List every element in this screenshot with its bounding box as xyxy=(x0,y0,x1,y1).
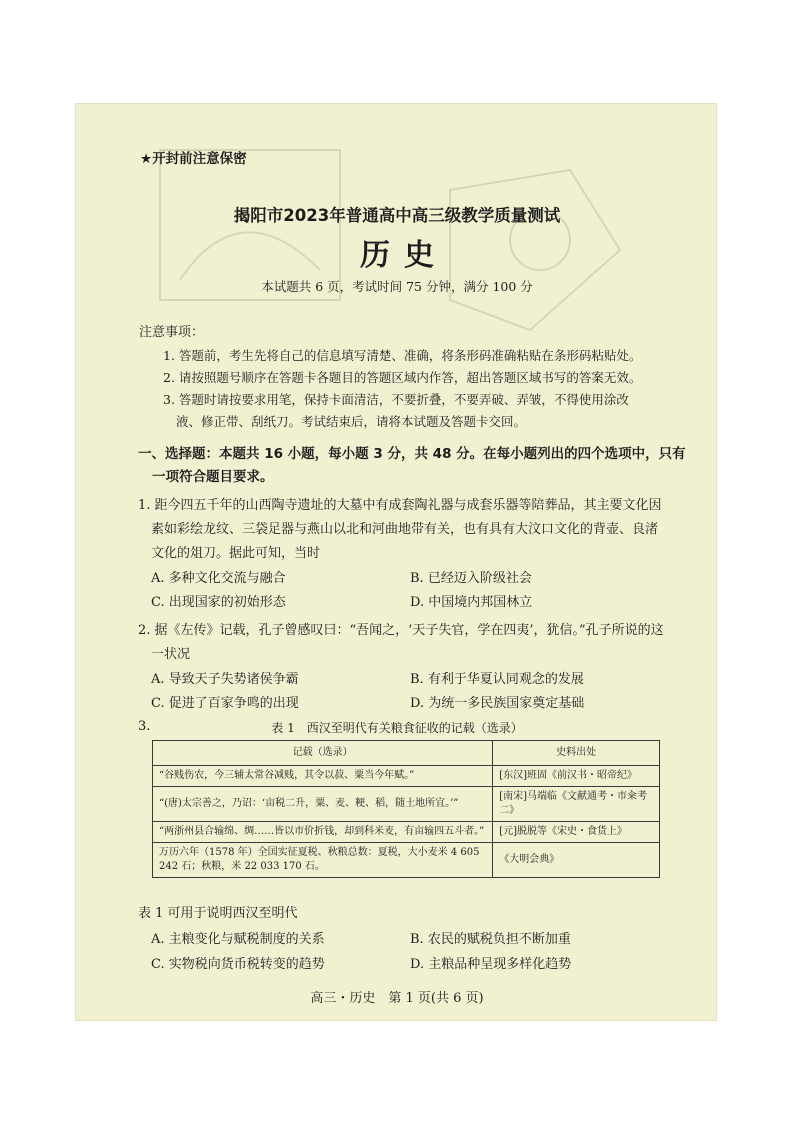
question-3-option-a: A. 主粮变化与赋税制度的关系 xyxy=(151,932,325,947)
question-1-stem: 1. 距今四五千年的山西陶寺遗址的大墓中有成套陶礼器与成套乐器等陪葬品，其主要文化因 xyxy=(138,498,662,513)
question-3-option-c: C. 实物税向货币税转变的趋势 xyxy=(151,957,325,972)
question-1-stem-3: 文化的俎刀。据此可知，当时 xyxy=(151,546,321,561)
table-row xyxy=(153,843,660,878)
table-row xyxy=(153,766,660,787)
question-3-option-b: B. 农民的赋税负担不断加重 xyxy=(410,932,571,947)
table-row xyxy=(153,787,660,822)
table-cell-source: [元]脱脱等《宋史・食货上》 xyxy=(493,822,660,843)
question-2-stem: 2. 据《左传》记载，孔子曾感叹曰：“吾闻之，‘天子失官，学在四夷’，犹信。”孔子所说的这 xyxy=(138,623,664,638)
table-header-row xyxy=(153,741,660,766)
confidential-notice: ★开封前注意保密 xyxy=(140,151,247,167)
question-1-stem-2: 素如彩绘龙纹、三袋足器与燕山以北和河曲地带有关，也有具有大汶口文化的背壶、良渚 xyxy=(151,522,659,537)
table-cell-record: “谷贱伤农，今三辅太常谷减贱，其令以菽、粟当今年赋。” xyxy=(153,766,493,787)
question-2-option-d: D. 为统一多民族国家奠定基础 xyxy=(410,696,585,711)
table-cell-source: [南宋]马端临《文献通考・市籴考二》 xyxy=(493,787,660,822)
section-heading-cont: 一项符合题目要求。 xyxy=(152,469,274,485)
table-row xyxy=(153,822,660,843)
question-3-option-d: D. 主粮品种呈现多样化趋势 xyxy=(410,957,572,972)
table-header-cell: 记载（选录） xyxy=(153,741,493,766)
question-1-option-b: B. 已经迈入阶级社会 xyxy=(410,571,532,586)
table-caption: 表 1 西汉至明代有关粮食征收的记载（选录） xyxy=(271,721,523,735)
question-2-stem-2: 一状况 xyxy=(151,647,191,662)
notes-title: 注意事项： xyxy=(139,325,205,340)
question-1-option-c: C. 出现国家的初始形态 xyxy=(151,595,286,610)
question-2-option-c: C. 促进了百家争鸣的出现 xyxy=(151,696,299,711)
table-cell-record: 万历六年（1578 年）全国实征夏税、秋粮总数：夏税，大小麦米 4 605 242 石；秋粮，米 22 033 170 石。 xyxy=(153,843,493,878)
section-heading: 一、选择题：本题共 16 小题，每小题 3 分，共 48 分。在每小题列出的四个选项中，只有 xyxy=(138,446,686,462)
exam-info: 本试题共 6 页，考试时间 75 分钟，满分 100 分 xyxy=(261,279,533,294)
note-item-3-cont: 液、修正带、刮纸刀。考试结束后，请将本试题及答题卡交回。 xyxy=(176,414,527,429)
question-2-option-b: B. 有利于华夏认同观念的发展 xyxy=(410,672,584,687)
records-table xyxy=(152,740,660,878)
table-cell-record: “两浙州县合输绵、绸……皆以市价折钱，却到科米麦，有亩输四五斗者。” xyxy=(153,822,493,843)
question-2-option-a: A. 导致天子失势诸侯争霸 xyxy=(151,672,299,687)
note-item-1: 1. 答题前，考生先将自己的信息填写清楚、准确，将条形码准确粘贴在条形码粘贴处。 xyxy=(163,348,642,363)
table-cell-source: [东汉]班固《前汉书・昭帝纪》 xyxy=(493,766,660,787)
table-header-cell: 史料出处 xyxy=(493,741,660,766)
table-cell-source: 《大明会典》 xyxy=(493,843,660,878)
subject-title: 历史 xyxy=(360,238,448,273)
question-1-option-d: D. 中国境内邦国林立 xyxy=(410,595,533,610)
note-item-3: 3. 答题时请按要求用笔，保持卡面清洁，不要折叠，不要弄破、弄皱，不得使用涂改 xyxy=(163,392,629,407)
exam-title: 揭阳市2023年普通高中高三级教学质量测试 xyxy=(233,206,561,225)
question-1-option-a: A. 多种文化交流与融合 xyxy=(151,571,286,586)
question-3-number: 3. xyxy=(138,719,151,734)
page-footer: 高三・历史 第 1 页(共 6 页) xyxy=(310,991,484,1006)
note-item-2: 2. 请按照题号顺序在答题卡各题目的答题区域内作答，超出答题区域书写的答案无效。 xyxy=(163,370,642,385)
question-3-stem: 表 1 可用于说明西汉至明代 xyxy=(138,906,298,921)
table-cell-record: “(唐)太宗善之，乃诏：‘亩税二升，粟、麦、粳、稻，随土地所宜。’” xyxy=(153,787,493,822)
